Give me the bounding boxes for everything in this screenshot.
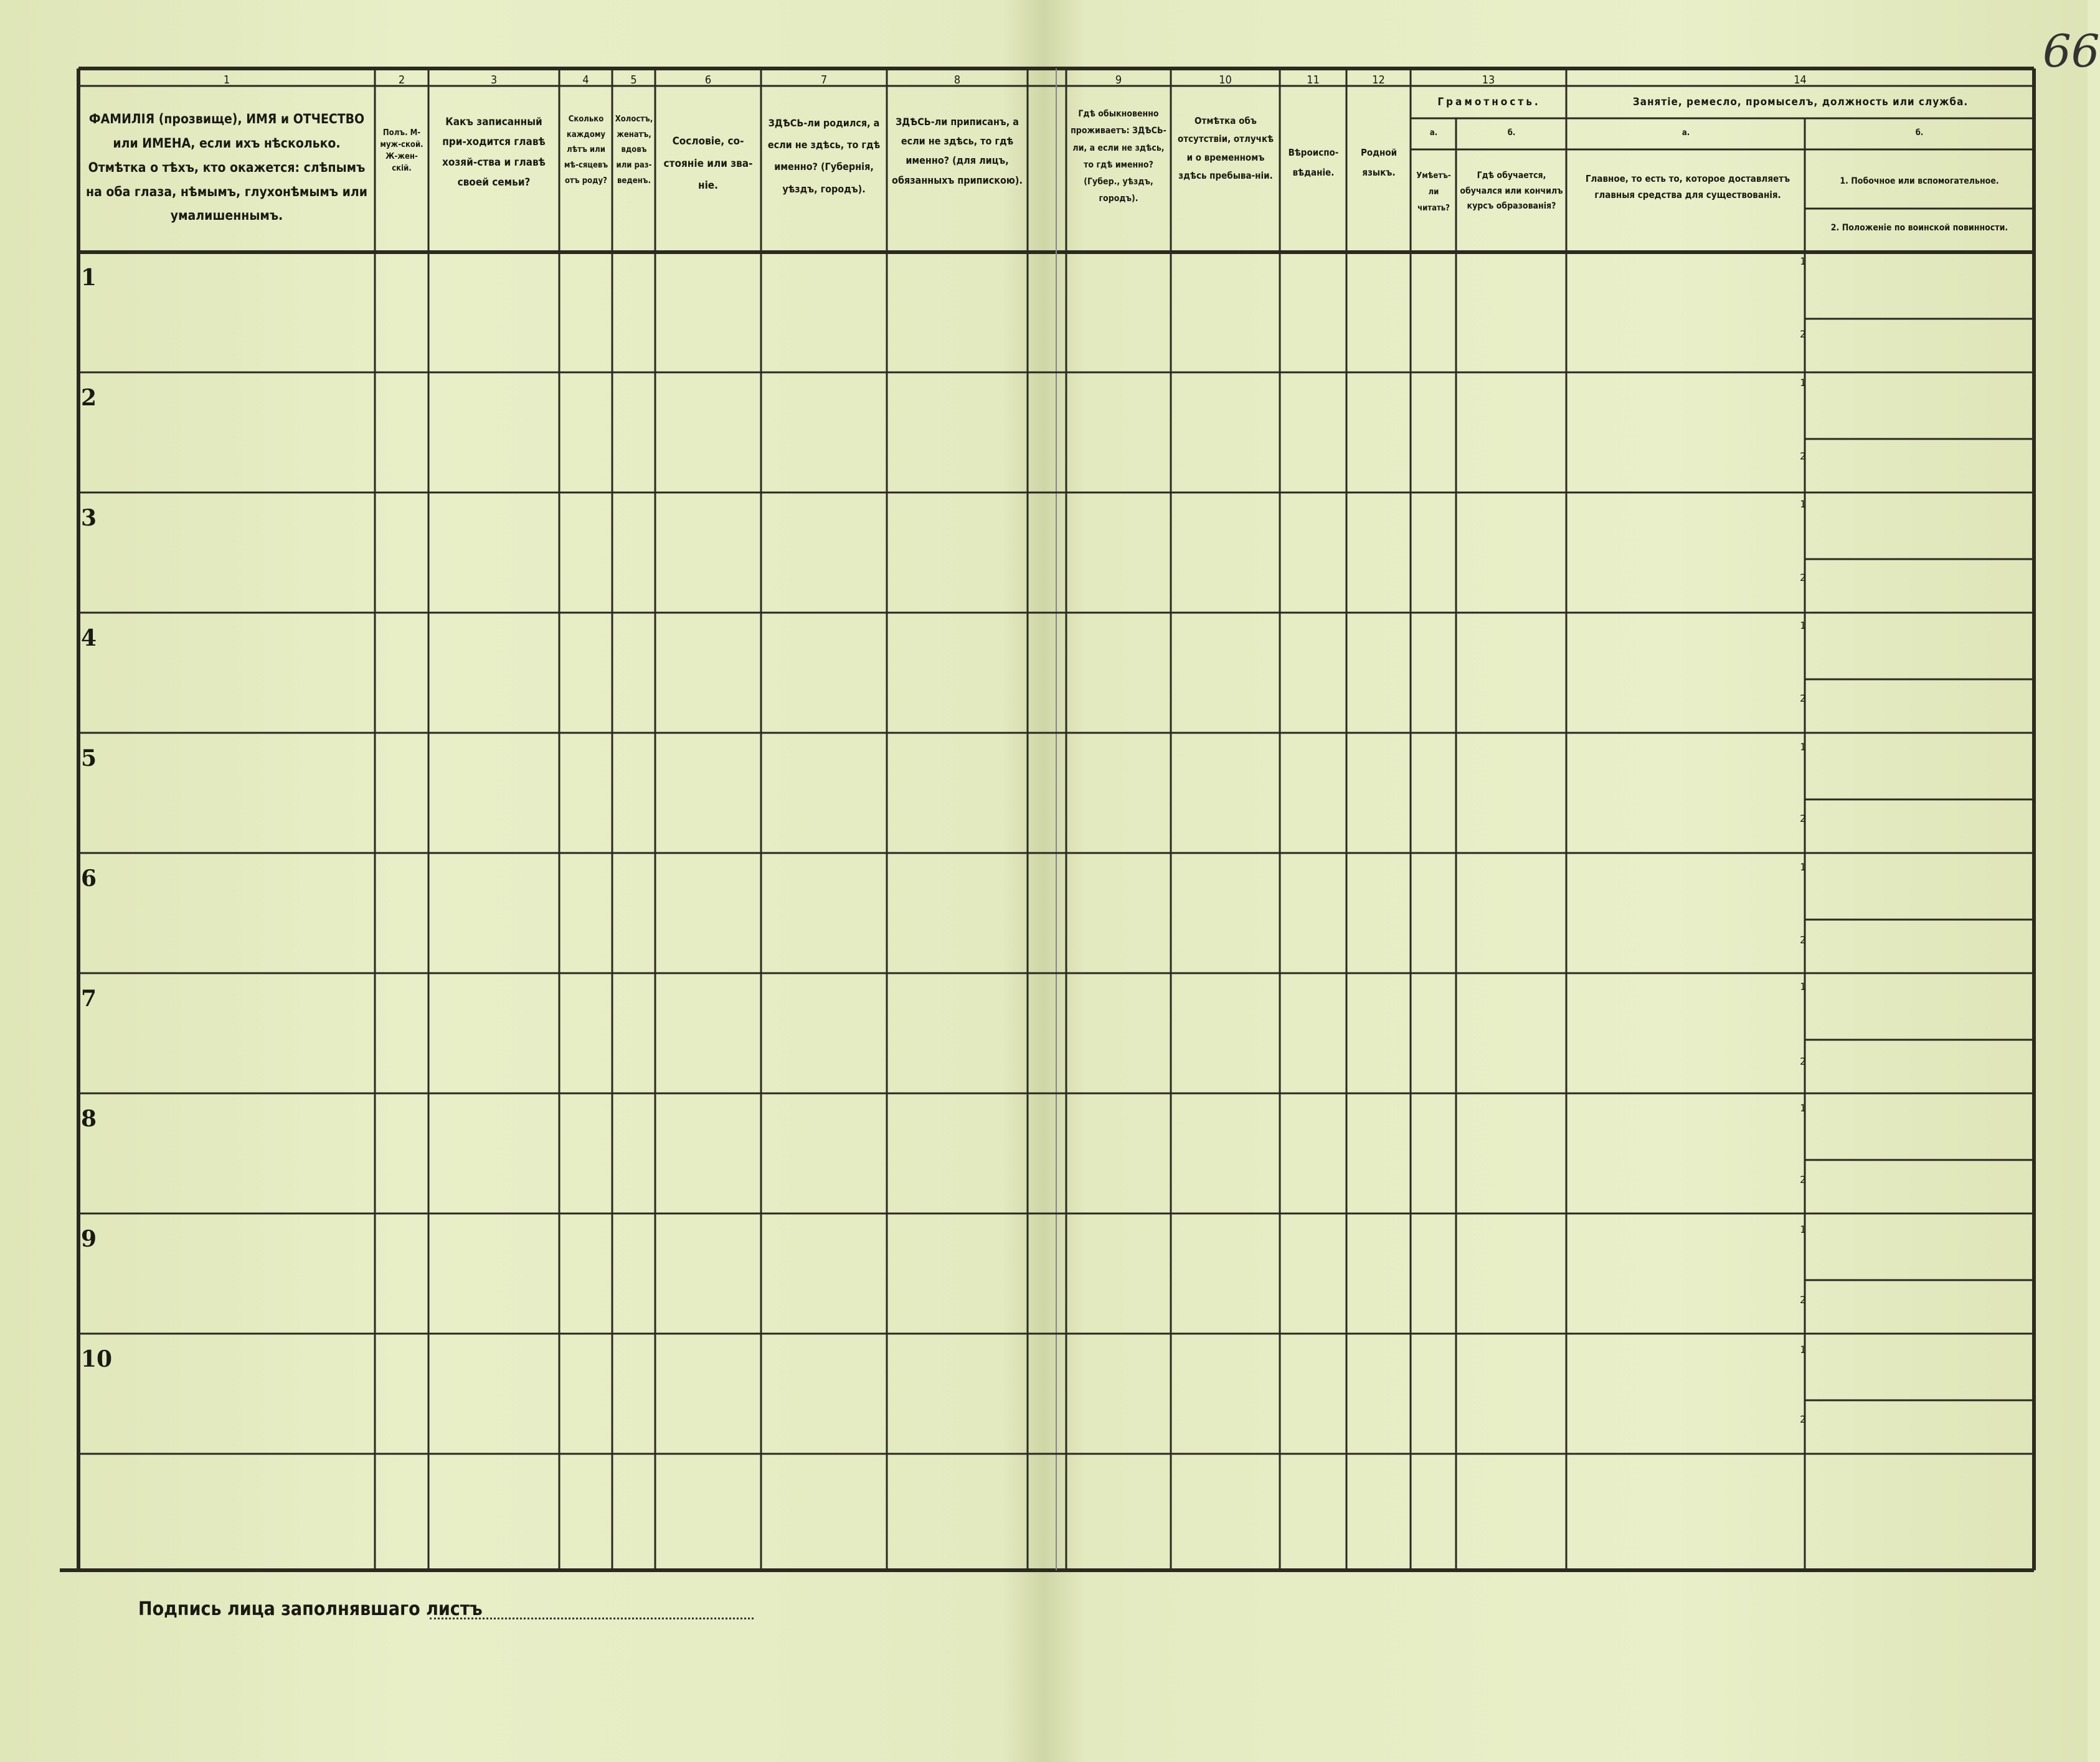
col-number-4: 4 [582,73,589,87]
row-number-10: 10 [81,1346,113,1372]
header-absence: Отмѣтка объ отсутствіи, отлучкѣ и о временномъ здѣсь пребыва-ніи. [1177,115,1274,181]
row-number-1: 1 [81,265,97,291]
row-1-sub-2: 2 [1800,328,1806,340]
row-number-2: 2 [81,385,97,411]
row-4-sub-1: 1 [1800,620,1806,631]
row-number-4: 4 [81,625,97,651]
col-number-8: 8 [953,73,961,87]
col-number-14: 14 [1794,73,1807,87]
header-education: Гдѣ обучается, обучался или кончилъ курсъ образованія? [1460,171,1563,211]
header-can-read: Умѣетъ-ли читать? [1416,171,1451,213]
col-number-13: 13 [1482,73,1495,87]
row-8-sub-1: 1 [1800,1102,1806,1114]
col-number-6: 6 [704,73,712,87]
row-8-sub-2: 2 [1800,1174,1806,1185]
col-number-11: 11 [1307,73,1320,87]
col-number-1: 1 [223,73,230,87]
header-literacy-b-label: б. [1507,128,1516,138]
header-occupation-a-label: а. [1681,128,1690,138]
row-6-sub-2: 2 [1800,934,1806,946]
header-marital: Холостъ, женатъ, вдовъ или раз-веденъ. [615,115,653,186]
header-military-status: 2. Положеніе по воинской повинности. [1830,223,2008,233]
row-2-sub-2: 2 [1800,450,1806,462]
row-3-sub-2: 2 [1800,572,1806,583]
header-language: Родной языкъ. [1360,147,1398,178]
row-9-sub-2: 2 [1800,1294,1806,1306]
col-number-9: 9 [1115,73,1122,87]
header-literacy-a-label: а. [1429,128,1438,138]
header-estate: Сословіе, со-стояніе или зва-ніе. [663,135,753,192]
row-9-sub-1: 1 [1800,1223,1806,1235]
row-number-9: 9 [81,1226,97,1252]
row-7-sub-1: 1 [1800,981,1806,992]
row-4-sub-2: 2 [1800,692,1806,704]
row-1-sub-1: 1 [1800,255,1806,267]
row-number-7: 7 [81,986,97,1012]
row-10-sub-1: 1 [1800,1344,1806,1355]
header-religion: Вѣроиспо-вѣданіе. [1288,147,1339,178]
header-literacy: Грамотность. [1437,96,1541,108]
row-5-sub-2: 2 [1800,813,1806,824]
row-5-sub-1: 1 [1800,741,1806,753]
col-number-3: 3 [490,73,498,87]
row-number-5: 5 [81,745,97,771]
header-residence: Гдѣ обыкновенно проживаетъ: ЗДѢСЬ-ли, а если не здѣсь, то гдѣ именно? (Губер., уѣздъ, городъ). [1071,109,1166,204]
col-number-5: 5 [630,73,637,87]
row-6-sub-1: 1 [1800,861,1806,873]
col-number-12: 12 [1372,73,1385,87]
col-number-2: 2 [398,73,405,87]
header-side-occupation: 1. Побочное или вспомогательное. [1840,176,1999,186]
header-occupation: Занятіе, ремесло, промыселъ, должность или служба. [1632,96,1969,108]
header-occupation-b-label: б. [1915,128,1924,138]
row-number-6: 6 [81,865,97,892]
header-age: Сколько каждому лѣтъ или мѣ-сяцевъ отъ роду? [564,115,608,186]
header-relation: Какъ записанный при-ходится главѣ хозяй-ства и главѣ своей семьи? [442,116,546,189]
header-sex: Полъ. М-муж-ской. Ж-жен-скій. [380,128,423,173]
row-number-8: 8 [81,1106,97,1132]
header-main-occupation: Главное, то есть то, которое доставляетъ главныя средства для существованія. [1585,173,1790,200]
col-number-10: 10 [1219,73,1232,87]
row-number-3: 3 [81,505,97,531]
header-registered: ЗДѢСЬ-ли приписанъ, а если не здѣсь, то гдѣ именно? (для лицъ, обязанныхъ припискою). [892,116,1023,186]
row-3-sub-1: 1 [1800,498,1806,510]
page-number: 66 [2043,25,2100,77]
row-2-sub-1: 1 [1800,377,1806,389]
header-birthplace: ЗДѢСЬ-ли родился, а если не здѣсь, то гдѣ именно? (Губернія, уѣздъ, городъ). [767,117,881,195]
row-7-sub-2: 2 [1800,1055,1806,1067]
row-10-sub-2: 2 [1800,1413,1806,1425]
signature-label: Подпись лица заполнявшаго листъ [138,1598,483,1620]
signature-line[interactable] [430,1618,754,1619]
header-name: ФАМИЛІЯ (прозвище), ИМЯ и ОТЧЕСТВО или ИМЕНА, если ихъ нѣсколько. Отмѣтка о тѣхъ, кто окажется: слѣпымъ на оба глаза, нѣмымъ, глухонѣмымъ или умалишеннымъ. [86,111,367,224]
col-number-7: 7 [820,73,828,87]
